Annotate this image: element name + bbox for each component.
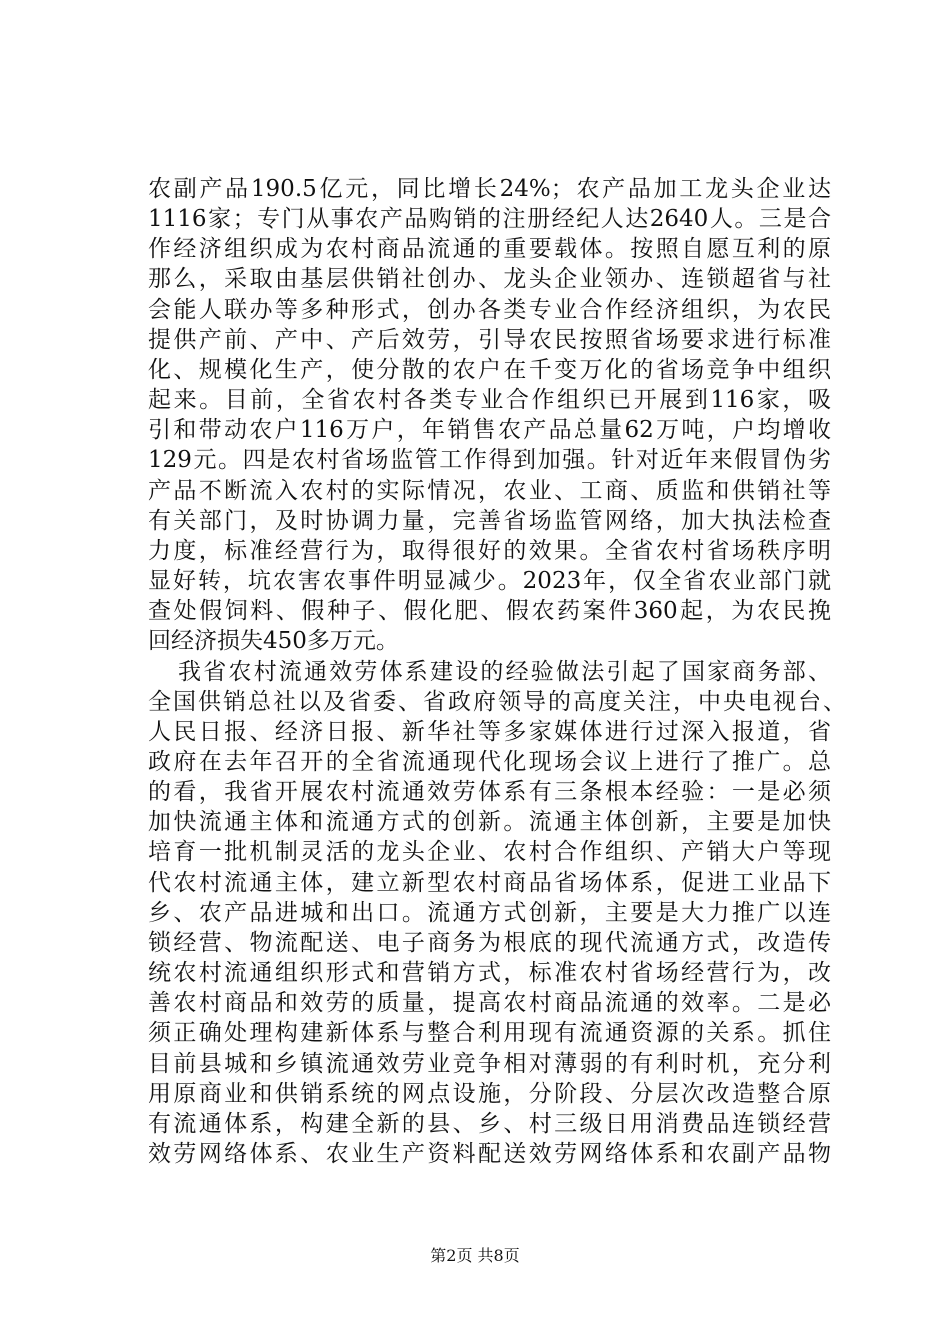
document-body — [148, 174, 846, 1169]
text-line: 锁经营、物流配送、电子商务为根底的现代流通方式，改造传 — [148, 929, 831, 956]
text-line: 统农村流通组织形式和营销方式，标准农村省场经营行为，改 — [148, 960, 831, 987]
text-line: 产品不断流入农村的实际情况，农业、工商、质监和供销社等 — [148, 477, 831, 504]
text-line: 代农村流通主体，建立新型农村商品省场体系，促进工业品下 — [148, 869, 831, 896]
text-line: 会能人联办等多种形式，创办各类专业合作经济组织，为农民 — [148, 296, 831, 323]
text-line: 效劳网络体系、农业生产资料配送效劳网络体系和农副产品物 — [148, 1141, 831, 1167]
text-line: 129元。四是农村省场监管工作得到加强。针对近年来假冒伪劣 — [148, 447, 831, 474]
text-line: 力度，标准经营行为，取得很好的效果。全省农村省场秩序明 — [148, 537, 831, 564]
text-line: 农副产品190.5亿元，同比增长24%；农产品加工龙头企业达 — [148, 176, 831, 202]
page-footer: 第2页 共8页 — [430, 1246, 520, 1265]
text-line: 有流通体系，构建全新的县、乡、村三级日用消费品连锁经营 — [148, 1110, 831, 1137]
text-line: 全国供销总社以及省委、省政府领导的高度关注，中央电视台、 — [148, 688, 846, 715]
text-line: 培育一批机制灵活的龙头企业、农村合作组织、产销大户等现 — [148, 839, 831, 866]
text-line: 提供产前、产中、产后效劳，引导农民按照省场要求进行标准 — [148, 326, 831, 353]
text-line: 的看，我省开展农村流通效劳体系有三条根本经验：一是必须 — [148, 779, 831, 806]
text-line: 须正确处理构建新体系与整合利用现有流通资源的关系。抓住 — [148, 1020, 831, 1047]
text-line: 化、规模化生产，使分散的农户在千变万化的省场竞争中组织 — [148, 356, 831, 383]
text-line: 人民日报、经济日报、新华社等多家媒体进行过深入报道，省 — [148, 718, 831, 745]
text-line: 加快流通主体和流通方式的创新。流通主体创新，主要是加快 — [148, 809, 831, 836]
text-line: 起来。目前，全省农村各类专业合作组织已开展到116家，吸 — [148, 387, 831, 414]
text-line: 那么，采取由基层供销社创办、龙头企业领办、连锁超省与社 — [148, 266, 831, 293]
text-line: 1116家；专门从事农产品购销的注册经纪人达2640人。三是合 — [148, 206, 831, 233]
text-line: 有关部门，及时协调力量，完善省场监管网络，加大执法检查 — [148, 507, 831, 534]
text-line: 查处假饲料、假种子、假化肥、假农药案件360起，为农民挽 — [148, 598, 831, 625]
text-line: 我省农村流通效劳体系建设的经验做法引起了国家商务部、 — [178, 658, 831, 685]
text-line: 乡、农产品进城和出口。流通方式创新，主要是大力推广以连 — [148, 899, 831, 926]
text-line: 作经济组织成为农村商品流通的重要载体。按照自愿互利的原 — [148, 236, 831, 263]
text-line: 显好转，坑农害农事件明显减少。2023年，仅全省农业部门就 — [148, 568, 831, 595]
text-line: 回经济损失450多万元。 — [148, 628, 399, 655]
text-line: 用原商业和供销系统的网点设施，分阶段、分层次改造整合原 — [148, 1080, 831, 1107]
text-line: 目前县城和乡镇流通效劳业竞争相对薄弱的有利时机，充分利 — [148, 1050, 831, 1077]
text-line: 善农村商品和效劳的质量，提高农村商品流通的效率。二是必 — [148, 990, 831, 1017]
text-line: 引和带动农户116万户，年销售农产品总量62万吨，户均增收 — [148, 417, 831, 444]
text-line: 政府在去年召开的全省流通现代化现场会议上进行了推广。总 — [148, 748, 831, 775]
